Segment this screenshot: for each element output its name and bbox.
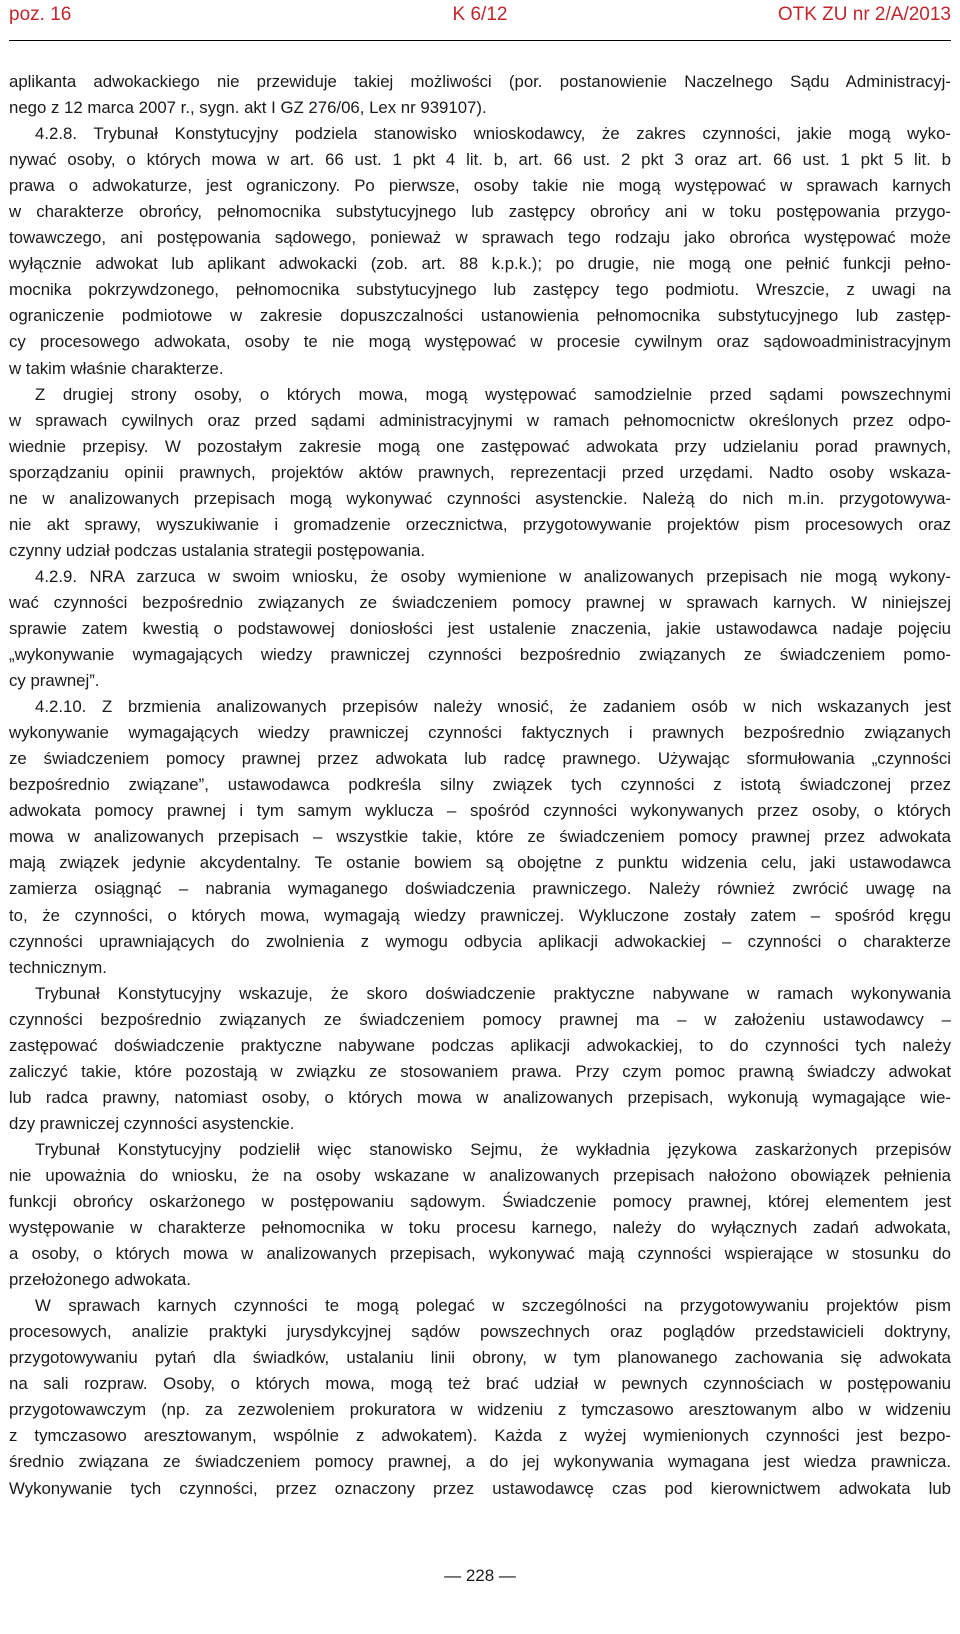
text-line: ograniczenie podmiotowe w zakresie dopuszczalności ustanowienia pełnomocnika substytucyjnego lub zastęp- (9, 306, 951, 326)
paragraph (9, 1137, 951, 1293)
text-line: przełożonego adwokata. (9, 1270, 191, 1290)
text-line: Trybunał Konstytucyjny podzielił więc stanowisko Sejmu, że wykładnia językowa zaskarżonych przepisów (35, 1139, 951, 1159)
text-line: czynności uprawniających do zwolnienia z wymogu odbycia aplikacji adwokackiej – czynności o charakterze (9, 931, 951, 951)
text-line: prawa o adwokaturze, jest ograniczony. Po pierwsze, osoby takie nie mogą występować w sprawach karnych (9, 176, 951, 196)
text-line: zastępować doświadczenie praktyczne nabywane podczas aplikacji adwokackiej, to do czynności tych należy (9, 1035, 951, 1055)
paragraph (9, 69, 951, 121)
text-line: a osoby, o których mowa w analizowanych przepisach, wykonywać mają czynności wspierające w stosunku do (9, 1244, 951, 1264)
text-line: mowa w analizowanych przepisach – wszystkie takie, które ze świadczeniem pomocy prawnej przez adwokata (9, 827, 951, 847)
body-text (9, 69, 951, 1502)
text-line: lub radca prawny, natomiast osoby, o których mowa w analizowanych przepisach, wykonują wymagające wie- (9, 1087, 951, 1107)
text-line: Trybunał Konstytucyjny wskazuje, że skoro doświadczenie praktyczne nabywane w ramach wykonywania (35, 983, 951, 1003)
text-line: Z drugiej strony osoby, o których mowa, mogą występować samodzielnie przed sądami powszechnymi (35, 384, 951, 404)
text-line: nego z 12 marca 2007 r., sygn. akt I GZ 276/06, Lex nr 939107). (9, 98, 487, 118)
text-line: przygotowywaniu pytań dla świadków, ustalaniu linii obrony, w tym planowanego zachowania się adwokata (9, 1348, 951, 1368)
text-line: w takim właśnie charakterze. (9, 358, 224, 378)
text-line: mocnika pokrzywdzonego, pełnomocnika substytucyjnego lub zastępcy tego podmiotu. Wreszcie, z uwagi na (9, 280, 951, 300)
page-number: — 228 — (444, 1566, 516, 1585)
text-line: ne w analizowanych przepisach mogą wykonywać czynności asystenckie. Należą do nich m.in. przygotowywa- (9, 488, 951, 508)
text-line: w sprawach cywilnych oraz przed sądami administracyjnymi w ramach pełnomocnictw określonych przez odpo- (9, 410, 951, 430)
paragraph (9, 981, 951, 1137)
text-line: czynny udział podczas ustalania strategii postępowania. (9, 540, 426, 560)
paragraph (9, 1293, 951, 1501)
text-line: 4.2.9. NRA zarzuca w swoim wniosku, że osoby wymienione w analizowanych przepisach nie mogą wykony- (35, 566, 951, 586)
text-line: W sprawach karnych czynności te mogą polegać w szczególności na przygotowywaniu projektów pism (35, 1296, 951, 1316)
paragraph (9, 564, 951, 694)
text-line: aplikanta adwokackiego nie przewiduje takiej możliwości (por. postanowienie Naczelnego Sądu Administracyj- (9, 72, 951, 91)
text-line: procesowych, analizie praktyki jurysdykcyjnej sądów powszechnych oraz poglądów przedstawicieli doktryny, (9, 1322, 951, 1342)
running-head (9, 0, 951, 41)
text-line: z tymczasowo aresztowanym, wspólnie z adwokatem). Każda z wyżej wymienionych czynności jest bezpo- (9, 1426, 951, 1446)
text-line: mają związek jedynie akcydentalny. Te ostanie bowiem są obojętne z punktu widzenia celu, jaki ustawodawca (9, 853, 951, 873)
journal-reference: OTK ZU nr 2/A/2013 (777, 4, 951, 25)
text-line: funkcji obrońcy oskarżonego w postępowaniu sądowym. Świadczenie pomocy prawnej, której elementem jest (9, 1192, 951, 1212)
text-line: dzy prawniczej czynności asystenckie. (9, 1113, 295, 1133)
text-line: adwokata pomocy prawnej i tym samym wyklucza – spośród czynności wykonywanych przez osoby, o których (9, 801, 951, 821)
text-line: Wykonywanie tych czynności, przez oznaczony przez ustawodawcę czas pod kierownictwem adwokata lub (9, 1478, 951, 1498)
text-line: nywać osoby, o których mowa w art. 66 ust. 1 pkt 4 lit. b, art. 66 ust. 2 pkt 3 oraz art. 66 ust. 1 pkt 5 lit. b (9, 150, 951, 170)
paragraph (9, 121, 951, 381)
text-line: średnio związana ze świadczeniem pomocy prawnej, a do jej wykonywania wymagana jest wiedza prawnicza. (9, 1452, 951, 1472)
text-line: przygotowawczym (np. za zezwoleniem prokuratora w widzeniu z tymczasowo aresztowanym albo w widzeniu (9, 1400, 951, 1420)
text-line: zaliczyć takie, które pozostają w związku ze stosowaniem prawa. Przy czym pomoc prawną świadczy adwokat (9, 1061, 951, 1081)
paragraph (9, 382, 951, 564)
text-line: to, że czynności, o których mowa, wymagają wiedzy prawniczej. Wykluczone zostały zatem – spośród kręgu (9, 905, 951, 925)
text-line: zamierza osiągnąć – nabrania wymaganego doświadczenia prawniczego. Należy również zwrócić uwagę na (9, 879, 951, 899)
text-line: nie upoważnia do wniosku, że na osoby wskazane w analizowanych przepisach nałożono obowiązek pełnienia (9, 1165, 951, 1185)
text-line: cy prawnej”. (9, 671, 100, 691)
text-line: towawczego, ani postępowania sądowego, ponieważ w sprawach tego rodzaju jako obrońca występować może (9, 228, 951, 248)
text-line: wiednie przepisy. W pozostałym zakresie mogą one zastępować adwokata przy udzielaniu porad prawnych, (9, 436, 951, 456)
text-line: 4.2.8. Trybunał Konstytucyjny podziela stanowisko wnioskodawcy, że zakres czynności, jakie mogą wyko- (35, 124, 951, 144)
paragraph (9, 694, 951, 981)
text-line: sprawie zatem kwestią o podstawowej doniosłości jest ustalenie znaczenia, jakie ustawodawca nadaje pojęciu (9, 618, 951, 638)
text-line: „wykonywanie wymagających wiedzy prawniczej czynności bezpośrednio związanych ze świadczeniem pomo- (9, 645, 951, 665)
text-line: czynności bezpośrednio związanych ze świadczeniem pomocy prawnej ma – w założeniu ustawodawcy – (9, 1009, 951, 1029)
case-reference: K 6/12 (452, 4, 508, 25)
text-line: występowanie w charakterze pełnomocnika w toku procesu karnego, należy do wyłącznych zadań adwokata, (9, 1218, 951, 1238)
text-line: wyłącznie adwokat lub aplikant adwokacki (zob. art. 88 k.p.k.); po drugie, nie mogą one pełnić funkcji pełno- (9, 254, 951, 274)
page-reference: poz. 16 (9, 4, 72, 25)
text-line: cy procesowego adwokata, osoby te nie mogą występować w procesie cywilnym oraz sądowoadministracyjnym (9, 332, 951, 352)
text-line: ze świadczeniem pomocy prawnej przez adwokata lub radcę prawnego. Używając sformułowania „czynności (9, 749, 951, 769)
text-line: wać czynności bezpośrednio związanych ze świadczeniem pomocy prawnej w sprawach karnych. W niniejszej (9, 592, 951, 612)
text-line: wykonywanie wymagających wiedzy prawniczej czynności faktycznych i prawnych bezpośrednio związanych (9, 723, 951, 743)
text-line: 4.2.10. Z brzmienia analizowanych przepisów należy wnosić, że zadaniem osób w nich wskazanych jest (35, 697, 951, 717)
text-line: sporządzaniu opinii prawnych, projektów aktów prawnych, reprezentacji przed urzędami. Nadto osoby wskaza- (9, 462, 951, 482)
text-line: bezpośrednio związane”, ustawodawca podkreśla silny związek tych czynności z istotą świadczonej przez (9, 775, 951, 795)
text-line: nie akt sprawy, wyszukiwanie i gromadzenie orzecznictwa, przygotowywanie projektów pism procesowych oraz (9, 514, 951, 534)
text-line: na sali rozpraw. Osoby, o których mowa, mogą też brać udział w pewnych czynnościach w postępowaniu (9, 1374, 951, 1394)
text-line: technicznym. (9, 957, 107, 977)
text-line: w charakterze obrońcy, pełnomocnika substytucyjnego lub zastępcy obrońcy ani w toku postępowania przygo- (9, 202, 951, 222)
